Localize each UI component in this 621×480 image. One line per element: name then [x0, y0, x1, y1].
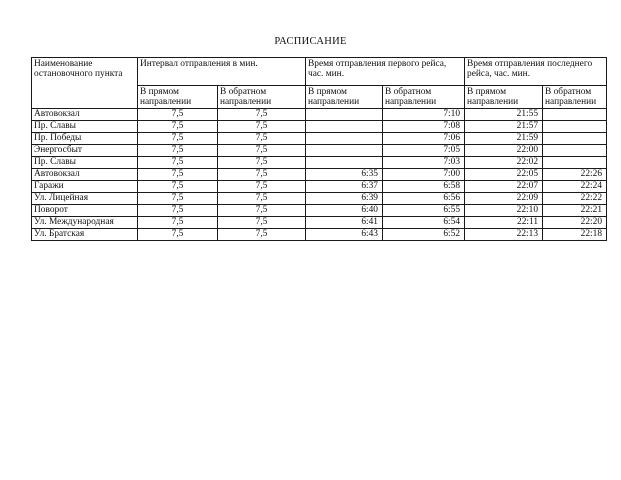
first-forward-cell: 6:43: [306, 229, 383, 241]
table-row: [32, 193, 607, 205]
first-reverse-cell: 6:52: [383, 229, 465, 241]
interval-reverse-cell: 7,5: [218, 109, 306, 121]
last-reverse-cell: 22:20: [543, 217, 607, 229]
stop-name-cell: Ул. Братская: [32, 229, 138, 241]
interval-forward-cell: 7,5: [138, 205, 218, 217]
table-row: [32, 205, 607, 217]
first-forward-cell: [306, 109, 383, 121]
first-forward-cell: [306, 145, 383, 157]
interval-reverse-cell: 7,5: [218, 133, 306, 145]
interval-reverse-cell: 7,5: [218, 181, 306, 193]
interval-forward-cell: 7,5: [138, 109, 218, 121]
last-forward-cell: 22:02: [465, 157, 543, 169]
last-reverse-cell: 22:24: [543, 181, 607, 193]
header-first-reverse: В обратном направлении: [383, 86, 465, 109]
interval-forward-cell: 7,5: [138, 217, 218, 229]
schedule-body: [32, 109, 607, 241]
header-first-forward: В прямом направлении: [306, 86, 383, 109]
first-reverse-cell: 7:10: [383, 109, 465, 121]
stop-name-cell: Ул. Международная: [32, 217, 138, 229]
interval-reverse-cell: 7,5: [218, 121, 306, 133]
first-forward-cell: [306, 157, 383, 169]
table-row: [32, 229, 607, 241]
interval-reverse-cell: 7,5: [218, 193, 306, 205]
first-forward-cell: 6:39: [306, 193, 383, 205]
interval-reverse-cell: 7,5: [218, 229, 306, 241]
last-reverse-cell: [543, 109, 607, 121]
table-row: [32, 157, 607, 169]
interval-forward-cell: 7,5: [138, 133, 218, 145]
first-forward-cell: 6:35: [306, 169, 383, 181]
interval-reverse-cell: 7,5: [218, 217, 306, 229]
stop-name-cell: Гаражи: [32, 181, 138, 193]
first-reverse-cell: 7:00: [383, 169, 465, 181]
table-row: [32, 121, 607, 133]
first-reverse-cell: 7:03: [383, 157, 465, 169]
last-forward-cell: 22:09: [465, 193, 543, 205]
stop-name-cell: Пр. Славы: [32, 121, 138, 133]
last-reverse-cell: [543, 133, 607, 145]
last-reverse-cell: [543, 157, 607, 169]
interval-reverse-cell: 7,5: [218, 145, 306, 157]
stop-name-cell: Энергосбыт: [32, 145, 138, 157]
stop-name-cell: Автовокзал: [32, 109, 138, 121]
last-forward-cell: 21:55: [465, 109, 543, 121]
last-forward-cell: 21:59: [465, 133, 543, 145]
first-forward-cell: 6:40: [306, 205, 383, 217]
header-last-reverse: В обратном направлении: [543, 86, 607, 109]
last-reverse-cell: [543, 145, 607, 157]
interval-reverse-cell: 7,5: [218, 205, 306, 217]
interval-forward-cell: 7,5: [138, 193, 218, 205]
last-reverse-cell: 22:26: [543, 169, 607, 181]
table-row: [32, 181, 607, 193]
first-reverse-cell: 7:06: [383, 133, 465, 145]
first-reverse-cell: 6:56: [383, 193, 465, 205]
header-last-forward: В прямом направлении: [465, 86, 543, 109]
interval-reverse-cell: 7,5: [218, 169, 306, 181]
header-last-trip: Время отправления последнего рейса, час. мин.: [465, 58, 607, 86]
interval-forward-cell: 7,5: [138, 169, 218, 181]
table-row: [32, 217, 607, 229]
last-forward-cell: 22:11: [465, 217, 543, 229]
header-row-top: [32, 58, 607, 86]
last-reverse-cell: 22:21: [543, 205, 607, 217]
first-forward-cell: [306, 133, 383, 145]
last-reverse-cell: [543, 121, 607, 133]
interval-forward-cell: 7,5: [138, 157, 218, 169]
first-reverse-cell: 6:55: [383, 205, 465, 217]
header-interval: Интервал отправления в мин.: [138, 58, 306, 86]
stop-name-cell: Ул. Лицейная: [32, 193, 138, 205]
last-forward-cell: 21:57: [465, 121, 543, 133]
last-forward-cell: 22:13: [465, 229, 543, 241]
header-interval-reverse: В обратном направлении: [218, 86, 306, 109]
interval-reverse-cell: 7,5: [218, 157, 306, 169]
interval-forward-cell: 7,5: [138, 181, 218, 193]
table-row: [32, 133, 607, 145]
stop-name-cell: Пр. Победы: [32, 133, 138, 145]
stop-name-cell: Пр. Славы: [32, 157, 138, 169]
last-forward-cell: 22:00: [465, 145, 543, 157]
header-stop-name: Наименование остановочного пункта: [32, 58, 138, 109]
interval-forward-cell: 7,5: [138, 229, 218, 241]
first-reverse-cell: 6:58: [383, 181, 465, 193]
header-interval-forward: В прямом направлении: [138, 86, 218, 109]
stop-name-cell: Поворот: [32, 205, 138, 217]
schedule-table: [31, 57, 607, 241]
table-row: [32, 109, 607, 121]
last-forward-cell: 22:07: [465, 181, 543, 193]
first-forward-cell: [306, 121, 383, 133]
page-title: РАСПИСАНИЕ: [274, 36, 347, 47]
stop-name-cell: Автовокзал: [32, 169, 138, 181]
interval-forward-cell: 7,5: [138, 121, 218, 133]
last-reverse-cell: 22:22: [543, 193, 607, 205]
last-reverse-cell: 22:18: [543, 229, 607, 241]
header-first-trip: Время отправления первого рейса, час. мин.: [306, 58, 465, 86]
first-reverse-cell: 6:54: [383, 217, 465, 229]
first-forward-cell: 6:41: [306, 217, 383, 229]
last-forward-cell: 22:10: [465, 205, 543, 217]
last-forward-cell: 22:05: [465, 169, 543, 181]
first-reverse-cell: 7:08: [383, 121, 465, 133]
first-forward-cell: 6:37: [306, 181, 383, 193]
interval-forward-cell: 7,5: [138, 145, 218, 157]
table-row: [32, 169, 607, 181]
first-reverse-cell: 7:05: [383, 145, 465, 157]
table-row: [32, 145, 607, 157]
